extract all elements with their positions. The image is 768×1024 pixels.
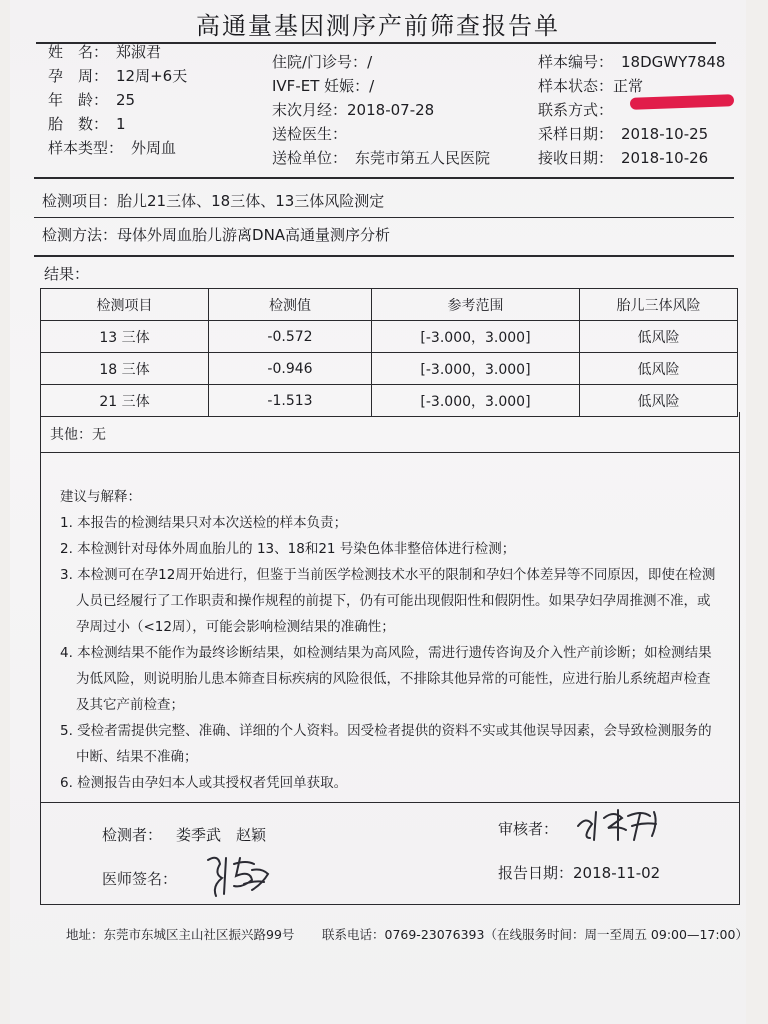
test-item-value: 胎儿21三体、18三体、13三体风险测定: [117, 192, 385, 210]
test-item: [42, 190, 384, 211]
tester-names: 娄季武 赵颖: [176, 826, 267, 844]
results-heading: 结果：: [44, 265, 90, 283]
test-item-label: 检测项目：: [42, 192, 118, 210]
note-line: 及其它产前检查；: [76, 697, 184, 713]
range-cell: [-3.000，3.000]: [372, 385, 580, 417]
test-method-label: 检测方法：: [42, 226, 118, 244]
range-cell: [-3.000，3.000]: [372, 321, 580, 353]
header-cell: 参考范围: [372, 289, 580, 321]
sample-id-value: 18DGWY7848: [621, 53, 726, 71]
ivf-label: IVF-ET 妊娠：: [272, 77, 370, 95]
receive-date-label: 接收日期：: [538, 149, 614, 167]
sample-status-value: 正常: [613, 77, 644, 95]
receive-date-value: 2018-10-26: [621, 149, 709, 167]
unit-label: 送检单位：: [272, 149, 348, 167]
lmp-value: 2018-07-28: [347, 101, 435, 119]
reviewer: [498, 818, 558, 839]
lmp-label: 末次月经：: [272, 101, 348, 119]
footer-phone: 联系电话：0769-23076393（在线服务时间：周一至周五 09:00—17:00）: [322, 927, 748, 942]
ivf-value: /: [369, 77, 375, 95]
report-date: [498, 862, 660, 883]
info-rule: [34, 177, 734, 179]
method-rule: [34, 255, 734, 257]
report-paper: [10, 0, 746, 1024]
fetus-value: 1: [116, 115, 126, 133]
reviewer-signature: [570, 804, 670, 846]
tester-label: 检测者：: [102, 826, 163, 844]
sample-type-label: 样本类型：: [48, 139, 124, 157]
note-line: 4. 本检测结果不能作为最终诊断结果，如检测结果为高风险，需进行遗传咨询及介入性产前诊断；如检测结果: [60, 645, 712, 661]
report-title: 高通量基因测序产前筛查报告单: [196, 12, 560, 40]
notes-section: [60, 484, 740, 796]
report-date-value: 2018-11-02: [573, 864, 661, 882]
item-cell: 13 三体: [41, 321, 209, 353]
report-date-label: 报告日期：: [498, 864, 574, 882]
risk-cell: 低风险: [580, 353, 738, 385]
sample-id-label: 样本编号：: [538, 53, 614, 71]
note-line: 中断、结果不准确；: [76, 749, 198, 765]
unit-value: 东莞市第五人民医院: [355, 149, 491, 167]
name-label: 姓 名：: [48, 43, 109, 61]
header-cell: 胎儿三体风险: [580, 289, 738, 321]
age-label: 年 龄：: [48, 91, 109, 109]
results-header-row: [41, 289, 738, 321]
note-line: 3. 本检测可在孕12周开始进行，但鉴于当前医学检测技术水平的限制和孕妇个体差异等不同原因，即使在检测: [60, 567, 716, 583]
value-cell: -0.946: [209, 353, 372, 385]
inpatient-value: /: [367, 53, 373, 71]
gestation-label: 孕 周：: [48, 67, 109, 85]
gestation-value: 12周+6天: [116, 67, 188, 85]
range-cell: [-3.000，3.000]: [372, 353, 580, 385]
test-method: [42, 224, 390, 245]
collect-date-label: 采样日期：: [538, 125, 614, 143]
table-row: [41, 321, 738, 353]
header-cell: 检测值: [209, 289, 372, 321]
other-box: [40, 412, 740, 453]
fetus-label: 胎 数：: [48, 115, 109, 133]
footer-address: 地址：东莞市东城区主山社区振兴路99号: [66, 927, 295, 942]
risk-cell: 低风险: [580, 321, 738, 353]
collect-date-value: 2018-10-25: [621, 125, 709, 143]
reviewer-label: 审核者：: [498, 820, 559, 838]
risk-cell: 低风险: [580, 385, 738, 417]
tester: [102, 824, 266, 845]
sample-status-label: 样本状态：: [538, 77, 614, 95]
physician-label: 医师签名：: [102, 870, 178, 888]
note-line: 人员已经履行了工作职责和操作规程的前提下，仍有可能出现假阳性和假阴性。如果孕妇孕周推测不准，或: [76, 593, 711, 609]
other-text: 其他：无: [50, 427, 106, 443]
item-cell: 21 三体: [41, 385, 209, 417]
note-line: 孕周过小（<12周），可能会影响检测结果的准确性；: [76, 619, 395, 635]
results-table: [40, 288, 738, 417]
physician: [102, 868, 177, 889]
item-rule: [34, 217, 734, 218]
inpatient-label: 住院/门诊号：: [272, 53, 368, 71]
visit-info: [272, 50, 490, 170]
sample-info: [538, 50, 725, 170]
patient-info: [48, 40, 187, 160]
note-line: 2. 本检测针对母体外周血胎儿的 13、18和21 号染色体非整倍体进行检测；: [60, 541, 516, 557]
notes-heading: 建议与解释：: [60, 489, 141, 505]
note-line: 5. 受检者需提供完整、准确、详细的个人资料。因受检者提供的资料不实或其他误导因素，会导致检测服务的: [60, 723, 712, 739]
item-cell: 18 三体: [41, 353, 209, 385]
contact-label: 联系方式：: [538, 101, 614, 119]
physician-signature: [200, 850, 280, 900]
note-line: 1. 本报告的检测结果只对本次送检的样本负责；: [60, 515, 348, 531]
note-line: 为低风险，则说明胎儿患本筛查目标疾病的风险很低，不排除其他异常的可能性，应进行胎儿系统超声检查: [76, 671, 711, 687]
value-cell: -0.572: [209, 321, 372, 353]
value-cell: -1.513: [209, 385, 372, 417]
patient-name: 郑淑君: [116, 43, 162, 61]
table-row: [41, 353, 738, 385]
doctor-label: 送检医生：: [272, 125, 348, 143]
header-cell: 检测项目: [41, 289, 209, 321]
sample-type-value: 外周血: [131, 139, 177, 157]
age-value: 25: [116, 91, 136, 109]
test-method-value: 母体外周血胎儿游离DNA高通量测序分析: [117, 226, 391, 244]
note-line: 6. 检测报告由孕妇本人或其授权者凭回单获取。: [60, 775, 348, 791]
